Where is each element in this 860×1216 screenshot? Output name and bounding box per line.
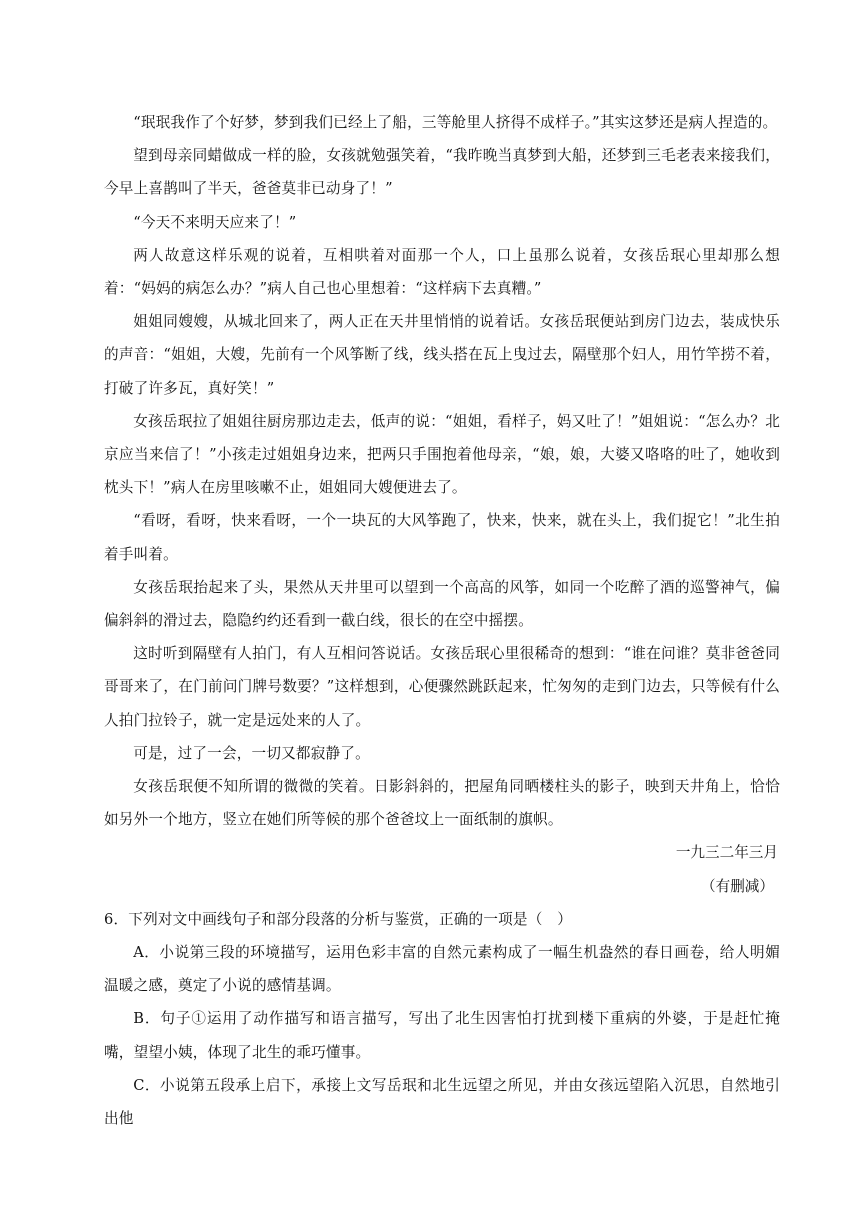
question-option-c: C．小说第五段承上启下，承接上文写岳珉和北生远望之所见，并由女孩远望陷入沉思，自然地引出他	[104, 1076, 780, 1128]
passage-paragraph-6: 女孩岳珉拉了姐姐往厨房那边走去，低声的说：“姐姐，看样子，妈又吐了！”姐姐说：“怎么办？北京应当来信了！”小孩走过姐姐身边来，把两只手围抱着他母亲，“娘，娘，大婆又咯咯的吐了，她收到枕头下！”病人在房里咳嗽不止，姐姐同大嫂便进去了。	[104, 412, 780, 497]
question-option-a: A．小说第三段的环境描写，运用色彩丰富的自然元素构成了一幅生机盎然的春日画卷，给人明媚温暖之感，奠定了小说的感情基调。	[104, 944, 780, 995]
passage-date: 一九三二年三月	[675, 844, 778, 862]
passage-paragraph-7: “看呀，看呀，快来看呀，一个一块瓦的大风筝跑了，快来，快来，就在头上，我们捉它！”北生拍着手叫着。	[104, 512, 780, 563]
passage-paragraph-11: 女孩岳珉便不知所谓的微微的笑着。日影斜斜的，把屋角同晒楼柱头的影子，映到天井角上，恰恰如另外一个地方，竖立在她们所等候的那个爸爸坟上一面纸制的旗帜。	[104, 778, 780, 829]
passage-note: （有删减）	[701, 877, 774, 895]
document-page	[104, 106, 780, 1135]
passage-paragraph-3: “今天不来明天应来了！”	[133, 213, 297, 231]
passage-paragraph-5: 姐姐同嫂嫂，从城北回来了，两人正在天井里悄悄的说着话。女孩岳珉便站到房门边去，装成快乐的声音：“姐姐，大嫂，先前有一个风筝断了线，线头搭在瓦上曳过去，隔壁那个妇人，用竹竿捞不着，打破了许多瓦，真好笑！”	[104, 313, 780, 397]
question-stem: 6．下列对文中画线句子和部分段落的分析与鉴赏，正确的一项是（ ）	[104, 910, 573, 928]
passage-paragraph-10: 可是，过了一会，一切又都寂静了。	[133, 744, 370, 762]
passage-paragraph-4: 两人故意这样乐观的说着，互相哄着对面那一个人，口上虽那么说着，女孩岳珉心里却那么想着：“妈妈的病怎么办？”病人自己也心里想着：“这样病下去真糟。”	[104, 246, 780, 298]
passage-paragraph-8: 女孩岳珉抬起来了头，果然从天井里可以望到一个高高的风筝，如同一个吃醉了酒的巡警神气，偏偏斜斜的滑过去，隐隐约约还看到一截白线，很长的在空中摇摆。	[104, 578, 780, 630]
question-option-b: B．句子①运用了动作描写和语言描写，写出了北生因害怕打扰到楼下重病的外婆，于是赶忙掩嘴，望望小姨，体现了北生的乖巧懂事。	[104, 1010, 780, 1061]
passage-paragraph-9: 这时听到隔壁有人拍门，有人互相问答说话。女孩岳珉心里很稀奇的想到：“谁在问谁？莫非爸爸同哥哥来了，在门前问门牌号数要？”这样想到，心便骤然跳跃起来，忙匆匆的走到门边去，只等候有什么人拍门拉铃子，就一定是远处来的人了。	[104, 645, 780, 729]
passage-paragraph-2: 望到母亲同蜡做成一样的脸，女孩就勉强笑着，“我昨晚当真梦到大船，还梦到三毛老表来接我们，今早上喜鹊叫了半天，爸爸莫非已动身了！”	[104, 147, 780, 198]
passage-paragraph-1: “珉珉我作了个好梦，梦到我们已经上了船，三等舱里人挤得不成样子。”其实这梦还是病人捏造的。	[133, 114, 778, 131]
